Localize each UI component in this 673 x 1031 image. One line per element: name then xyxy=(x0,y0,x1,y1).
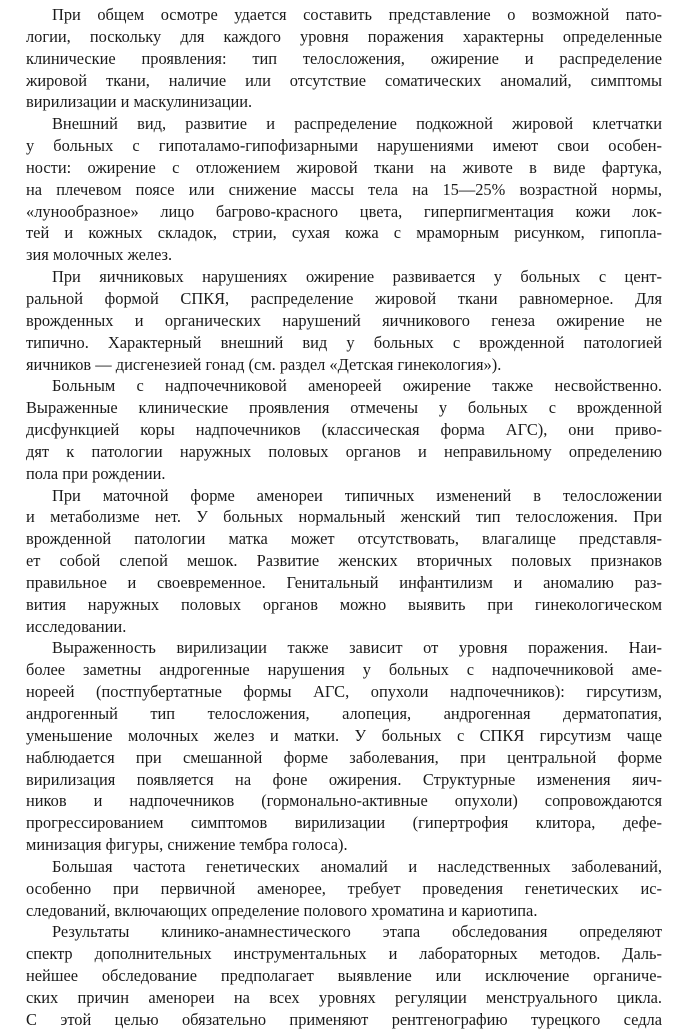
text-line: Выраженные клинические проявления отмечены у больных с врожденной xyxy=(26,398,662,418)
text-line: уменьшение молочных желез и матки. У больных с СПКЯ гирсутизм чаще xyxy=(26,725,662,745)
text-line: Большая частота генетических аномалий и наследственных заболеваний, xyxy=(52,856,662,876)
text-line: «лунообразное» лицо багрово-красного цвета, гиперпигментация кожи лок- xyxy=(26,201,662,221)
text-line: минизация фигуры, снижение тембра голоса). xyxy=(26,835,348,855)
text-line: При маточной форме аменореи типичных изменений в телосложении xyxy=(52,485,662,505)
text-line: При общем осмотре удается составить представление о возможной пато- xyxy=(52,5,662,24)
text-line: и метаболизме нет. У больных нормальный женский тип телосложения. При xyxy=(26,507,662,527)
text-line: пола при рождении. xyxy=(26,463,166,483)
text-line: ности: ожирение с отложением жировой ткани на животе в виде фартука, xyxy=(26,157,662,177)
text-line: особенно при первичной аменорее, требует проведения генетических ис- xyxy=(26,878,662,898)
text-line: наблюдается при смешанной форме заболевания, при центральной форме xyxy=(26,747,662,767)
text-line: врожденных и органических нарушений яичникового генеза ожирение не xyxy=(26,310,662,330)
text-line: ет собой слепой мешок. Развитие женских вторичных половых признаков xyxy=(26,551,662,571)
document-page xyxy=(26,4,662,1031)
text-line: При яичниковых нарушениях ожирение развивается у больных с цент- xyxy=(52,267,662,287)
text-line: Результаты клинико-анамнестического этапа обследования определяют xyxy=(52,922,662,942)
text-line: ских причин аменореи на всех уровнях регуляции менструального цикла. xyxy=(26,987,662,1007)
text-line: типично. Характерный внешний вид у больных с врожденной патологией xyxy=(26,332,662,352)
text-line: спектр дополнительных инструментальных и лабораторных методов. Даль- xyxy=(26,944,662,964)
text-line: нейшее обследование предполагает выявление или исключение органиче- xyxy=(26,966,662,986)
text-line: яичников — дисгенезией гонад (см. раздел «Детская гинекология»). xyxy=(26,354,502,374)
text-line: более заметны андрогенные нарушения у больных с надпочечниковой аме- xyxy=(26,660,662,680)
text-line: жировой ткани, наличие или отсутствие соматических аномалий, симптомы xyxy=(26,70,662,90)
text-line: клинические проявления: тип телосложения, ожирение и распределение xyxy=(26,48,662,68)
text-line: прогрессированием симптомов вирилизации (гипертрофия клитора, дефе- xyxy=(26,813,662,833)
text-line: логии, поскольку для каждого уровня поражения характерны определенные xyxy=(26,26,662,46)
text-line: правильное и своевременное. Генитальный инфантилизм и аномалию раз- xyxy=(26,572,662,592)
text-line: на плечевом поясе или снижение массы тела на 15—25% возрастной нормы, xyxy=(26,179,662,199)
text-line: вирилизация появляется на фоне ожирения. Структурные изменения яич- xyxy=(26,769,662,789)
text-line: дисфункцией коры надпочечников (классическая форма АГС), они приво- xyxy=(26,420,662,440)
text-line: ников и надпочечников (гормонально-активные опухоли) сопровождаются xyxy=(26,791,662,811)
text-line: Выраженность вирилизации также зависит от уровня поражения. Наи- xyxy=(52,638,662,658)
text-line: ральной формой СПКЯ, распределение жировой ткани равномерное. Для xyxy=(26,288,662,308)
text-line: дят к патологии наружных половых органов и неправильному определению xyxy=(26,441,662,461)
text-line: С этой целью обязательно применяют рентгенографию турецкого седла xyxy=(26,1009,662,1029)
text-line: следований, включающих определение полового хроматина и кариотипа. xyxy=(26,900,538,920)
text-line: андрогенный тип телосложения, алопеция, андрогенная дерматопатия, xyxy=(26,704,662,723)
text-line: исследовании. xyxy=(26,616,127,636)
text-line: вития наружных половых органов можно выявить при гинекологическом xyxy=(26,594,662,614)
text-line: тей и кожных складок, стрии, сухая кожа с мраморным рисунком, гипопла- xyxy=(26,223,662,243)
text-line: зия молочных желез. xyxy=(26,245,173,265)
text-line: нореей (постпубертатные формы АГС, опухоли надпочечников): гирсутизм, xyxy=(26,682,662,702)
text-line: у больных с гипоталамо-гипофизарными нарушениями имеют свои особен- xyxy=(26,136,662,156)
text-line: Больным с надпочечниковой аменореей ожирение также несвойственно. xyxy=(52,376,662,396)
text-line: Внешний вид, развитие и распределение подкожной жировой клетчатки xyxy=(52,114,662,134)
text-line: вирилизации и маскулинизации. xyxy=(26,92,253,112)
text-line: врожденной патологии матка может отсутствовать, влагалище представля- xyxy=(26,529,662,549)
